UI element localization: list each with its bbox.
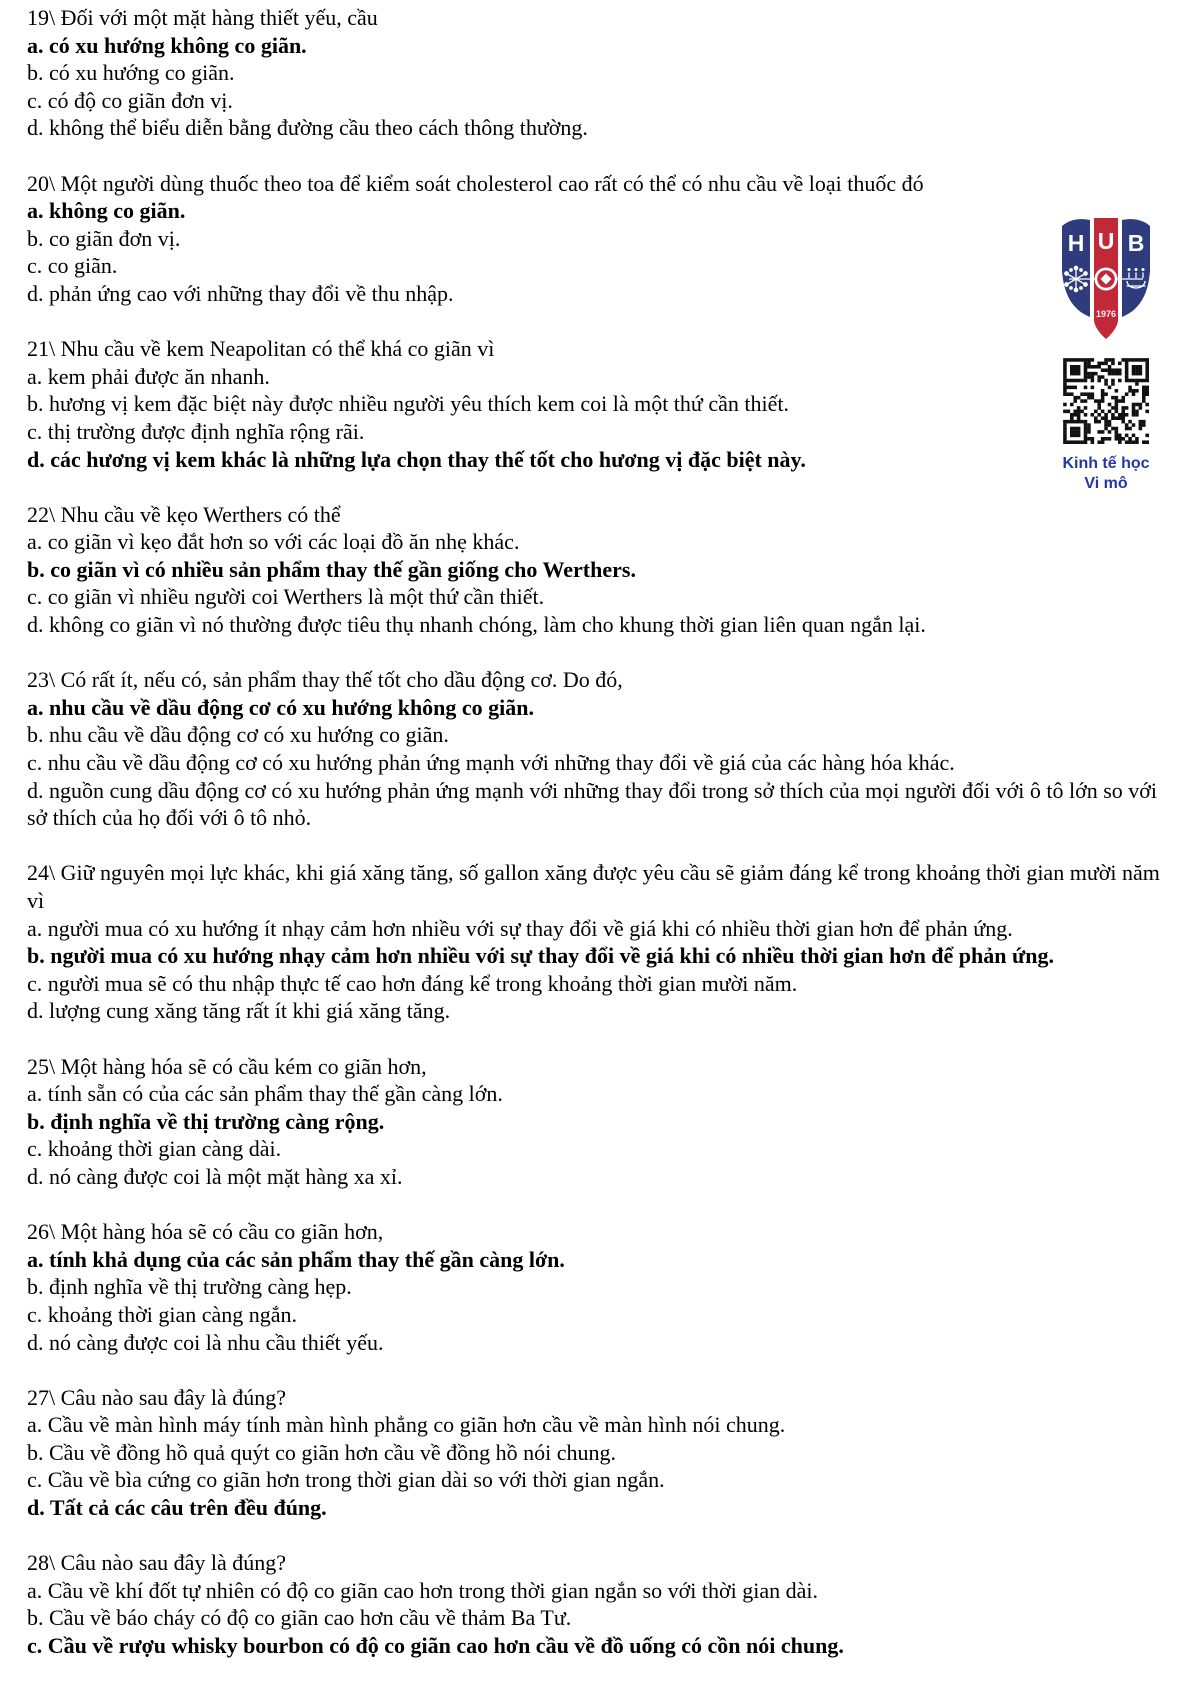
answer-option: b. Cầu về đồng hồ quả quýt co giãn hơn cầu về đồng hồ nói chung. (27, 1439, 617, 1465)
answer-option-correct: a. nhu cầu về dầu động cơ có xu hướng không co giãn. (27, 694, 535, 720)
question-text: 23\ Có rất ít, nếu có, sản phẩm thay thế tốt cho dầu động cơ. Do đó, (27, 667, 623, 693)
answer-option: b. định nghĩa về thị trường càng hẹp. (27, 1274, 352, 1300)
course-name: Kinh tế học (1062, 455, 1150, 472)
answer-option-correct: b. co giãn vì có nhiều sản phẩm thay thế gần giống cho Werthers. (27, 556, 636, 582)
answer-option: b. nhu cầu về dầu động cơ có xu hướng co giãn. (27, 722, 449, 748)
answer-option: c. co giãn. (27, 253, 118, 279)
logo-year: 1976 (1095, 309, 1117, 319)
course-subtitle: Vi mô (1084, 475, 1128, 492)
answer-option: c. co giãn vì nhiều người coi Werthers là một thứ cần thiết. (27, 584, 545, 610)
answer-option: d. nó càng được coi là một mặt hàng xa xỉ. (27, 1163, 403, 1189)
question-text: 27\ Câu nào sau đây là đúng? (27, 1384, 287, 1410)
answer-option: c. khoảng thời gian càng ngắn. (27, 1301, 298, 1327)
question-block (27, 1384, 1167, 1522)
question-block (27, 1549, 1167, 1659)
answer-option: b. co giãn đơn vị. (27, 225, 181, 251)
question-text: 22\ Nhu cầu về kẹo Werthers có thể (27, 501, 341, 527)
qr-code-icon (1058, 353, 1154, 449)
answer-option: d. nguồn cung dầu động cơ có xu hướng phản ứng mạnh với những thay đổi trong sở thích của mọi người đối với ô tô lớn so với sở thích của họ đối với ô tô nhỏ. (27, 777, 1158, 831)
answer-option-correct: a. có xu hướng không co giãn. (27, 32, 307, 58)
question-list (27, 4, 1167, 1660)
answer-option: d. không co giãn vì nó thường được tiêu thụ nhanh chóng, làm cho khung thời gian liên quan ngắn lại. (27, 612, 926, 638)
answer-option-correct: a. tính khả dụng của các sản phẩm thay thế gần càng lớn. (27, 1246, 565, 1272)
answer-option: a. Cầu về khí đốt tự nhiên có độ co giãn cao hơn trong thời gian ngắn so với thời gian dài. (27, 1577, 819, 1603)
answer-option: d. lượng cung xăng tăng rất ít khi giá xăng tăng. (27, 998, 451, 1024)
logo-letter-h: H (1067, 230, 1085, 256)
question-text: 26\ Một hàng hóa sẽ có cầu co giãn hơn, (27, 1219, 384, 1245)
coin-emblem-icon (1095, 268, 1118, 291)
question-block (27, 859, 1167, 1025)
question-text: 25\ Một hàng hóa sẽ có cầu kém co giãn hơn, (27, 1053, 427, 1079)
answer-option-correct: c. Cầu về rượu whisky bourbon có độ co giãn cao hơn cầu về đồ uống có cồn nói chung. (27, 1633, 844, 1659)
answer-option-correct: d. các hương vị kem khác là những lựa chọn thay thế tốt cho hương vị đặc biệt này. (27, 446, 806, 472)
answer-option: a. co giãn vì kẹo đắt hơn so với các loại đồ ăn nhẹ khác. (27, 529, 520, 555)
branding-block (1052, 213, 1160, 494)
answer-option: c. thị trường được định nghĩa rộng rãi. (27, 418, 365, 444)
answer-option: b. hương vị kem đặc biệt này được nhiều người yêu thích kem coi là một thứ cần thiết. (27, 391, 789, 417)
answer-option: a. Cầu về màn hình máy tính màn hình phẳng co giãn hơn cầu về màn hình nói chung. (27, 1412, 786, 1438)
answer-option-correct: b. người mua có xu hướng nhạy cảm hơn nhiều với sự thay đổi về giá khi có nhiều thời gian hơn để phản ứng. (27, 943, 1054, 969)
course-caption (1052, 454, 1160, 494)
answer-option: d. nó càng được coi là nhu cầu thiết yếu. (27, 1329, 384, 1355)
answer-option: c. Cầu về bìa cứng co giãn hơn trong thời gian dài so với thời gian ngắn. (27, 1467, 665, 1493)
answer-option: c. người mua sẽ có thu nhập thực tế cao hơn đáng kể trong khoảng thời gian mười năm. (27, 970, 798, 996)
question-block (27, 1053, 1167, 1191)
answer-option: a. tính sẵn có của các sản phẩm thay thế gần càng lớn. (27, 1081, 503, 1107)
answer-option: b. Cầu về báo cháy có độ co giãn cao hơn cầu về thảm Ba Tư. (27, 1605, 572, 1631)
answer-option: c. nhu cầu về dầu động cơ có xu hướng phản ứng mạnh với những thay đổi về giá của các hàng hóa khác. (27, 750, 955, 776)
answer-option: b. có xu hướng co giãn. (27, 60, 235, 86)
question-block (27, 335, 1167, 473)
question-text: 24\ Giữ nguyên mọi lực khác, khi giá xăng tăng, số gallon xăng được yêu cầu sẽ giảm đáng kể trong khoảng thời gian mười năm vì (27, 860, 1160, 913)
question-text: 20\ Một người dùng thuốc theo toa để kiểm soát cholesterol cao rất có thể có nhu cầu về loại thuốc đó (27, 170, 924, 196)
question-block (27, 1218, 1167, 1356)
answer-option-correct: d. Tất cả các câu trên đều đúng. (27, 1495, 327, 1521)
answer-option-correct: a. không co giãn. (27, 198, 186, 224)
answer-option: d. không thể biểu diễn bằng đường cầu theo cách thông thường. (27, 115, 588, 141)
logo-letter-u: U (1097, 228, 1115, 254)
logo-letter-b: B (1127, 230, 1145, 256)
answer-option: a. người mua có xu hướng ít nhạy cảm hơn nhiều với sự thay đổi về giá khi có nhiều thời gian hơn để phản ứng. (27, 915, 1013, 941)
answer-option: a. kem phải được ăn nhanh. (27, 363, 270, 389)
question-block (27, 666, 1167, 832)
question-block (27, 4, 1167, 142)
question-block (27, 501, 1167, 639)
answer-option: c. có độ co giãn đơn vị. (27, 87, 233, 113)
question-text: 19\ Đối với một mặt hàng thiết yếu, cầu (27, 5, 378, 30)
hub-university-logo-icon (1060, 213, 1152, 349)
question-text: 28\ Câu nào sau đây là đúng? (27, 1550, 287, 1576)
question-block (27, 170, 1167, 308)
answer-option-correct: b. định nghĩa về thị trường càng rộng. (27, 1108, 385, 1134)
answer-option: c. khoảng thời gian càng dài. (27, 1136, 282, 1162)
question-text: 21\ Nhu cầu về kem Neapolitan có thể khá co giãn vì (27, 336, 495, 362)
answer-option: d. phản ứng cao với những thay đổi về thu nhập. (27, 280, 454, 306)
